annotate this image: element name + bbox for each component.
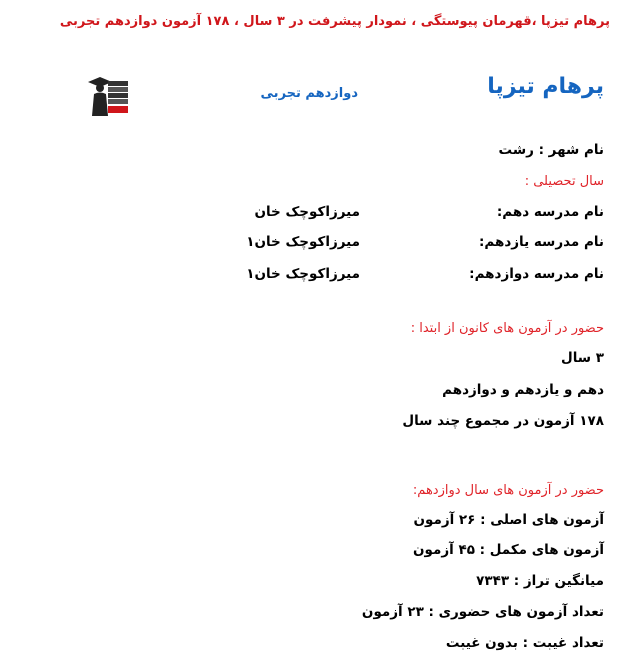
attendance-year12-heading: حضور در آزمون های سال دوازدهم:	[412, 483, 604, 498]
attendance-total-line: ۱۷۸ آزمون در مجموع چند سال	[402, 413, 604, 429]
attendance-year12-line: تعداد غیبت : بدون غیبت	[445, 635, 604, 651]
school-value-10: میرزاکوچک خان	[254, 204, 360, 220]
school-label-10: نام مدرسه دهم:	[496, 204, 604, 220]
attendance-total-line: دهم و یازدهم و دوازدهم	[442, 382, 604, 398]
attendance-total-line: ۳ سال	[560, 350, 604, 366]
city-field: نام شهر : رشت	[498, 142, 604, 158]
school-year-heading: سال تحصیلی :	[524, 174, 604, 189]
school-value-11: میرزاکوچک خان۱	[246, 234, 360, 250]
school-label-12: نام مدرسه دوازدهم:	[469, 266, 604, 282]
school-value-12: میرزاکوچک خان۱	[246, 266, 360, 282]
attendance-year12-line: آزمون های مکمل : ۴۵ آزمون	[413, 542, 604, 558]
attendance-year12-line: تعداد آزمون های حضوری : ۲۳ آزمون	[361, 604, 604, 620]
student-grade: دوازدهم تجربی	[260, 86, 358, 101]
attendance-year12-line: میانگین تراز : ۷۳۴۳	[476, 573, 604, 589]
student-name: پرهام تیزپا	[487, 74, 604, 99]
school-label-11: نام مدرسه یازدهم:	[478, 234, 604, 250]
attendance-total-heading: حضور در آزمون های کانون از ابتدا :	[410, 321, 604, 336]
page-header-title: پرهام تیزپا ،قهرمان پیوستگی ، نمودار پیشرفت در ۳ سال ، ۱۷۸ آزمون دوازدهم تجربی	[59, 14, 610, 29]
attendance-year12-line: آزمون های اصلی : ۲۶ آزمون	[413, 512, 604, 528]
graduate-logo-icon	[86, 72, 132, 116]
